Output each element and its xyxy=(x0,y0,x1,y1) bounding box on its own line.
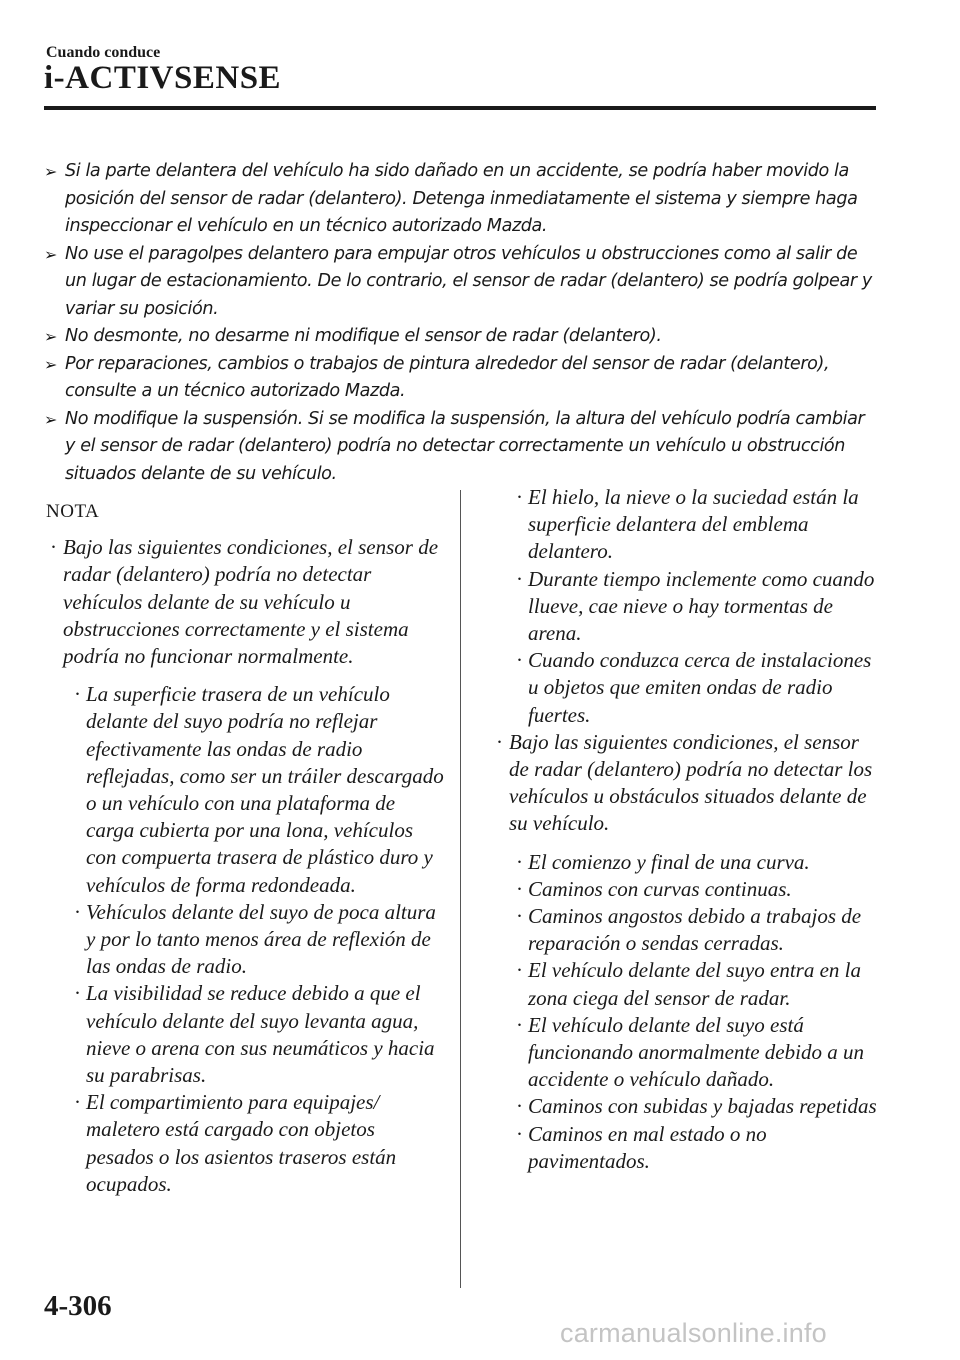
note-subitem xyxy=(46,1089,446,1198)
note-subitem-text: El comienzo y final de una curva. xyxy=(528,849,810,874)
chapter-title: i-ACTIVSENSE xyxy=(44,60,282,96)
note-heading: NOTA xyxy=(46,501,100,522)
dot-bullet-icon: · xyxy=(516,1094,523,1119)
section-label: Cuando conduce xyxy=(46,44,161,61)
warning-list xyxy=(44,158,876,488)
note-subitem xyxy=(46,980,446,1089)
dot-bullet-icon: · xyxy=(74,981,81,1006)
warning-text: No use el paragolpes delantero para empujar otros vehículos u obstrucciones como al salir de un lugar de estacionamiento. De lo contrario, el sensor de radar (delantero) se podría golpear y variar su posición. xyxy=(65,243,872,319)
note-bullet-text: Bajo las siguientes condiciones, el sensor de radar (delantero) podría no detectar vehículos delante de su vehículo u obstrucciones correctamente y el sistema podría no funcionar normalmente. xyxy=(63,535,439,669)
note-subitem xyxy=(46,681,446,899)
dot-bullet-icon: · xyxy=(516,958,523,983)
note-subitem xyxy=(492,849,882,876)
note-subitem-text: Cuando conduzca cerca de instalaciones u objetos que emiten ondas de radio fuertes. xyxy=(528,648,872,727)
note-left-column xyxy=(46,498,446,1198)
dot-bullet-icon: · xyxy=(74,1090,81,1115)
note-subitem xyxy=(492,1012,882,1094)
note-subitem xyxy=(492,903,882,957)
note-subitem-text: La visibilidad se reduce debido a que el vehículo delante del suyo levanta agua, nieve o arena con sus neumáticos y hacia su parabrisas. xyxy=(86,981,435,1088)
dot-bullet-icon: · xyxy=(74,682,81,707)
note-subitem-text: Durante tiempo inclemente como cuando llueve, cae nieve o hay tormentas de arena. xyxy=(528,566,875,646)
warning-text: Si la parte delantera del vehículo ha sido dañado en un accidente, se podría haber movido la posición del sensor de radar (delantero). Detenga inmediatamente el sistema y siempre haga inspeccionar el vehículo en un técnico autorizado Mazda. xyxy=(65,161,858,236)
header-rule xyxy=(44,106,876,110)
dot-bullet-icon: · xyxy=(516,566,523,591)
note-subitem-text: El vehículo delante del suyo está funcionando anormalmente debido a un accidente o vehículo dañado. xyxy=(528,1012,864,1092)
note-bullet xyxy=(46,534,446,670)
note-subitem xyxy=(492,566,882,648)
note-bullet xyxy=(492,729,882,838)
note-subitem xyxy=(492,1121,882,1175)
dot-bullet-icon: · xyxy=(516,876,523,901)
note-right-column xyxy=(492,484,882,1175)
note-subitem xyxy=(492,1093,882,1120)
dot-bullet-icon: · xyxy=(516,1121,523,1146)
note-subitem xyxy=(492,957,882,1011)
note-subitem xyxy=(492,876,882,903)
dot-bullet-icon: · xyxy=(496,729,503,754)
note-subitem-text: La superficie trasera de un vehículo delante del suyo podría no reflejar efectivamente las ondas de radio reflejadas, como ser un tráiler descargado o un vehículo con una plataforma de carga cubierta por una lona, vehículos con compuerta trasera de plástico duro y vehículos de forma redondeada. xyxy=(86,682,444,897)
arrowhead-bullet-icon: ➢ xyxy=(44,409,58,429)
dot-bullet-icon: · xyxy=(50,535,57,560)
note-subitem xyxy=(492,647,882,729)
note-subitem xyxy=(492,484,882,566)
dot-bullet-icon: · xyxy=(516,1012,523,1037)
note-subitem-text: Caminos con subidas y bajadas repetidas xyxy=(528,1094,877,1119)
column-divider xyxy=(460,490,461,1288)
dot-bullet-icon: · xyxy=(516,648,523,673)
warning-text: No modifique la suspensión. Si se modifica la suspensión, la altura del vehículo podría cambiar y el sensor de radar (delantero) podría no detectar correctamente un vehículo u obstrucción situados delante de su vehículo. xyxy=(65,408,865,484)
note-subitem xyxy=(46,899,446,981)
arrowhead-bullet-icon: ➢ xyxy=(44,327,58,346)
note-subitem-text: Caminos en mal estado o no pavimentados. xyxy=(528,1121,767,1173)
warning-item xyxy=(44,158,876,241)
note-bullet-text: Bajo las siguientes condiciones, el sensor de radar (delantero) podría no detectar los vehículos u obstáculos situados delante de su vehículo. xyxy=(509,729,873,836)
note-subitem-text: El compartimiento para equipajes/ maletero está cargado con objetos pesados o los asientos traseros están ocupados. xyxy=(86,1090,397,1196)
warning-item xyxy=(44,351,876,406)
watermark: carmanualsonline.info xyxy=(560,1318,827,1348)
warning-item xyxy=(44,241,876,324)
note-subitem-text: Caminos angostos debido a trabajos de reparación o sendas cerradas. xyxy=(528,904,862,956)
dot-bullet-icon: · xyxy=(516,904,523,929)
page-number: 4-306 xyxy=(44,1290,112,1322)
warning-item xyxy=(44,406,876,489)
note-subitem-text: El vehículo delante del suyo entra en la zona ciega del sensor de radar. xyxy=(528,958,861,1010)
warning-text: No desmonte, no desarme ni modifique el sensor de radar (delantero). xyxy=(65,326,662,346)
arrowhead-bullet-icon: ➢ xyxy=(44,354,58,374)
note-subitem-text: El hielo, la nieve o la suciedad están la superficie delantera del emblema delantero. xyxy=(528,485,859,564)
note-subitem-text: Vehículos delante del suyo de poca altura y por lo tanto menos área de reflexión de las ondas de radio. xyxy=(86,899,436,979)
dot-bullet-icon: · xyxy=(516,485,523,509)
note-subitem-text: Caminos con curvas continuas. xyxy=(528,876,792,901)
dot-bullet-icon: · xyxy=(516,849,523,874)
warning-item xyxy=(44,323,876,351)
warning-text: Por reparaciones, cambios o trabajos de pintura alrededor del sensor de radar (delantero), consulte a un técnico autorizado Mazda. xyxy=(65,353,830,401)
arrowhead-bullet-icon: ➢ xyxy=(44,244,58,264)
dot-bullet-icon: · xyxy=(74,899,81,924)
arrowhead-bullet-icon: ➢ xyxy=(44,162,58,181)
